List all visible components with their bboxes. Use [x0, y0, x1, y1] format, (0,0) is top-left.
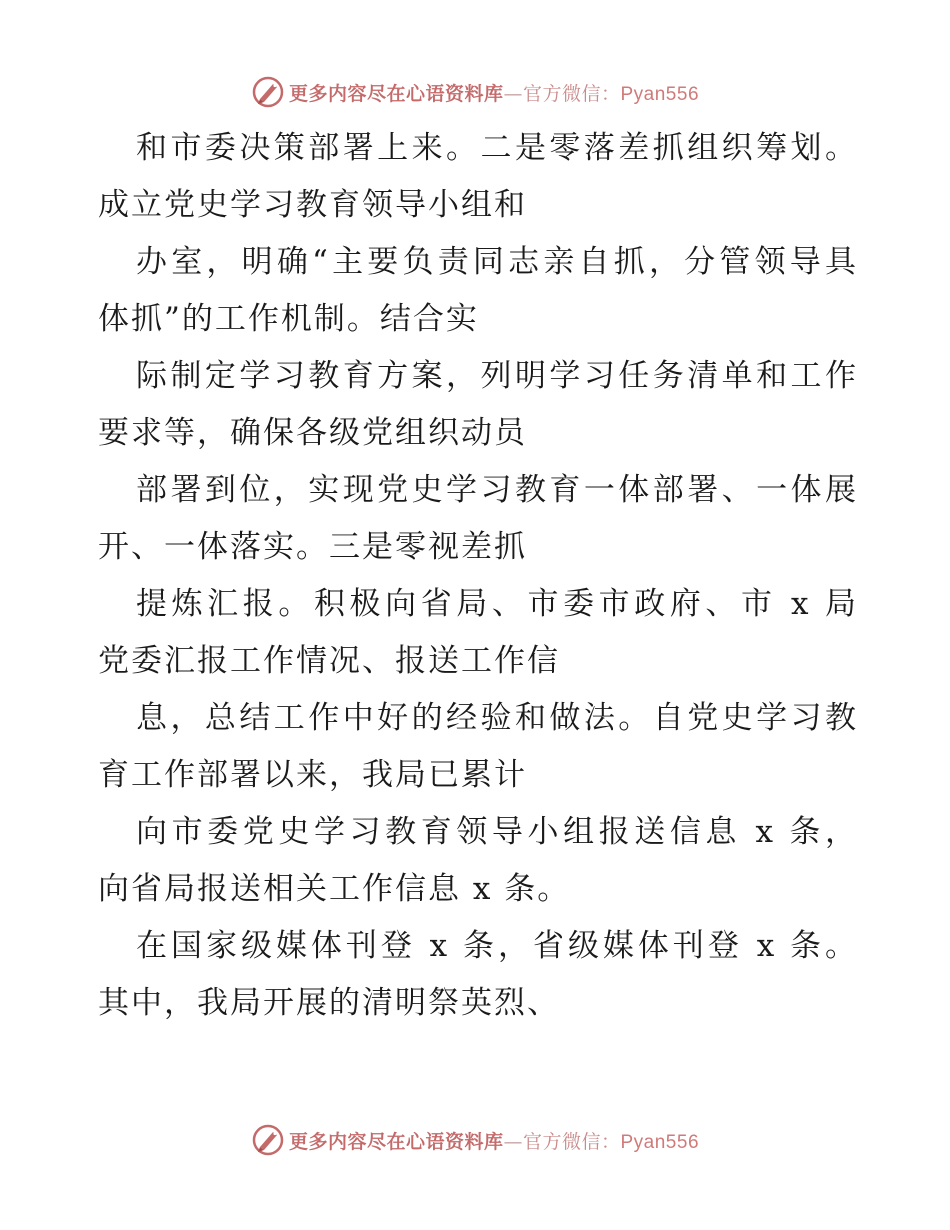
body-line: 向省局报送相关工作信息 x 条。 — [98, 871, 571, 907]
header-wechat-id: Pyan556 — [620, 83, 700, 105]
body-line: 向市委党史学习教育领导小组报送信息 x 条， — [136, 814, 858, 850]
header-watermark — [0, 72, 950, 112]
body-line: 育工作部署以来，我局已累计 — [98, 757, 527, 793]
body-line: 办室，明确“主要负责同志亲自抓，分管领导具 — [136, 244, 858, 280]
header-brand: 更多内容尽在心语资料库 — [288, 82, 504, 105]
body-line: 党委汇报工作情况、报送工作信 — [98, 643, 560, 679]
document-body — [98, 120, 858, 1032]
body-line: 其中，我局开展的清明祭英烈、 — [98, 985, 560, 1021]
footer-brand: 更多内容尽在心语资料库 — [288, 1130, 504, 1153]
body-line: 在国家级媒体刊登 x 条，省级媒体刊登 x 条。 — [136, 928, 858, 964]
body-line: 际制定学习教育方案，列明学习任务清单和工作 — [136, 358, 858, 394]
footer-wechat-id: Pyan556 — [620, 1131, 700, 1153]
body-line: 要求等，确保各级党组织动员 — [98, 415, 527, 451]
body-line: 息，总结工作中好的经验和做法。自党史学习教 — [136, 700, 858, 736]
header-sep: — — [503, 82, 523, 105]
footer-wechat-label: 官方微信： — [522, 1130, 621, 1153]
body-line: 和市委决策部署上来。二是零落差抓组织筹划。 — [136, 130, 858, 166]
body-line: 成立党史学习教育领导小组和 — [98, 187, 527, 223]
body-line: 体抓”的工作机制。结合实 — [98, 301, 479, 337]
body-line: 提炼汇报。积极向省局、市委市政府、市 x 局 — [136, 586, 858, 622]
footer-sep: — — [503, 1130, 523, 1153]
pen-logo-icon — [251, 1123, 285, 1157]
footer-watermark — [0, 1120, 950, 1160]
header-wechat-label: 官方微信： — [522, 82, 621, 105]
body-line: 部署到位，实现党史学习教育一体部署、一体展 — [136, 472, 858, 508]
pen-logo-icon — [251, 75, 285, 109]
body-line: 开、一体落实。三是零视差抓 — [98, 529, 527, 565]
